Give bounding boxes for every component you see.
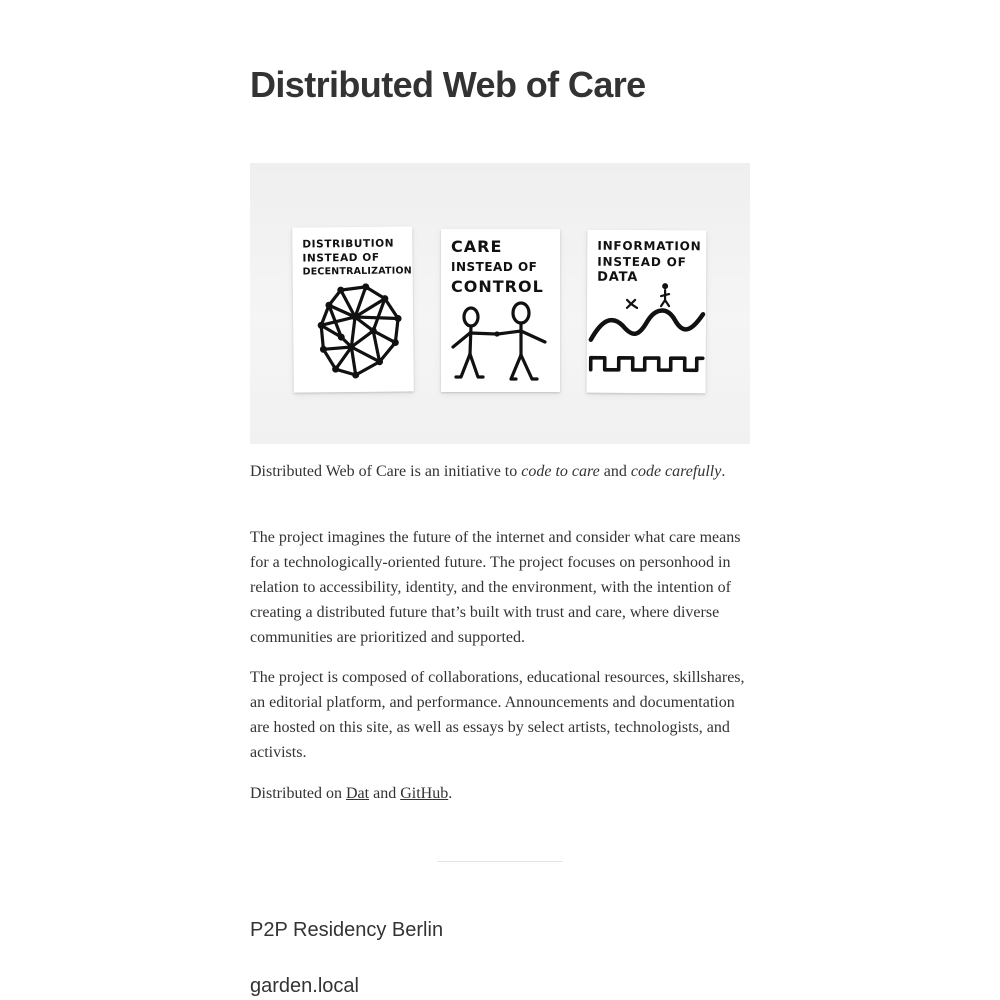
intro-text: . [721,463,726,480]
card-caption-line: CARE [451,237,503,256]
card-caption-line: INFORMATION [597,238,702,254]
distribution-text: and [369,785,401,802]
card-caption [597,238,701,287]
intro-emphasis: code carefully [630,463,722,480]
card-caption-line: DISTRIBUTION [302,237,395,251]
intro-emphasis: code to care [521,463,600,480]
p2p-residency-berlin-link[interactable]: P2P Residency Berlin [250,919,444,941]
project-composition-text: The project is composed of collaborations, educational resources, skillshares, an editorial platform, and performance. Announcements and documentation are hosted on this site, as well as essays by select artists, technologists, and activists. [250,669,745,761]
project-description-text: The project imagines the future of the internet and consider what care means for a technologically-oriented future. The project focuses on personhood in relation to accessibility, identity, and the environment, with the intention of creating a distributed future that’s built with trust and care, where diverse communities are prioritized and supported. [250,529,741,646]
project-description-paragraph [250,525,750,650]
intro-paragraph [250,459,750,484]
page-title: Distributed Web of Care [250,64,646,105]
hero-card-care [441,229,560,392]
distribution-text: . [448,785,453,802]
github-link[interactable]: GitHub [400,785,449,802]
card-caption-line: INSTEAD OF [451,260,538,274]
distribution-paragraph [250,781,750,806]
distribution-text: Distributed on [250,785,346,802]
hero-card-distribution [292,226,414,392]
hero-image [250,163,750,444]
card-caption-line: INSTEAD OF [597,254,687,270]
card-caption-line: DATA [597,269,639,285]
project-composition-paragraph [250,665,750,765]
dat-link[interactable]: Dat [346,785,370,802]
card-caption-line: DECENTRALIZATION [302,265,412,278]
hero-card-information [587,230,707,394]
intro-text: and [599,463,631,480]
card-caption [302,236,412,279]
card-caption-line: CONTROL [451,277,544,296]
garden-local-link[interactable]: garden.local [250,975,359,997]
intro-text: Distributed Web of Care is an initiative to [250,463,522,480]
section-divider [437,861,563,862]
card-caption-line: INSTEAD OF [302,251,380,265]
card-caption [451,237,544,297]
